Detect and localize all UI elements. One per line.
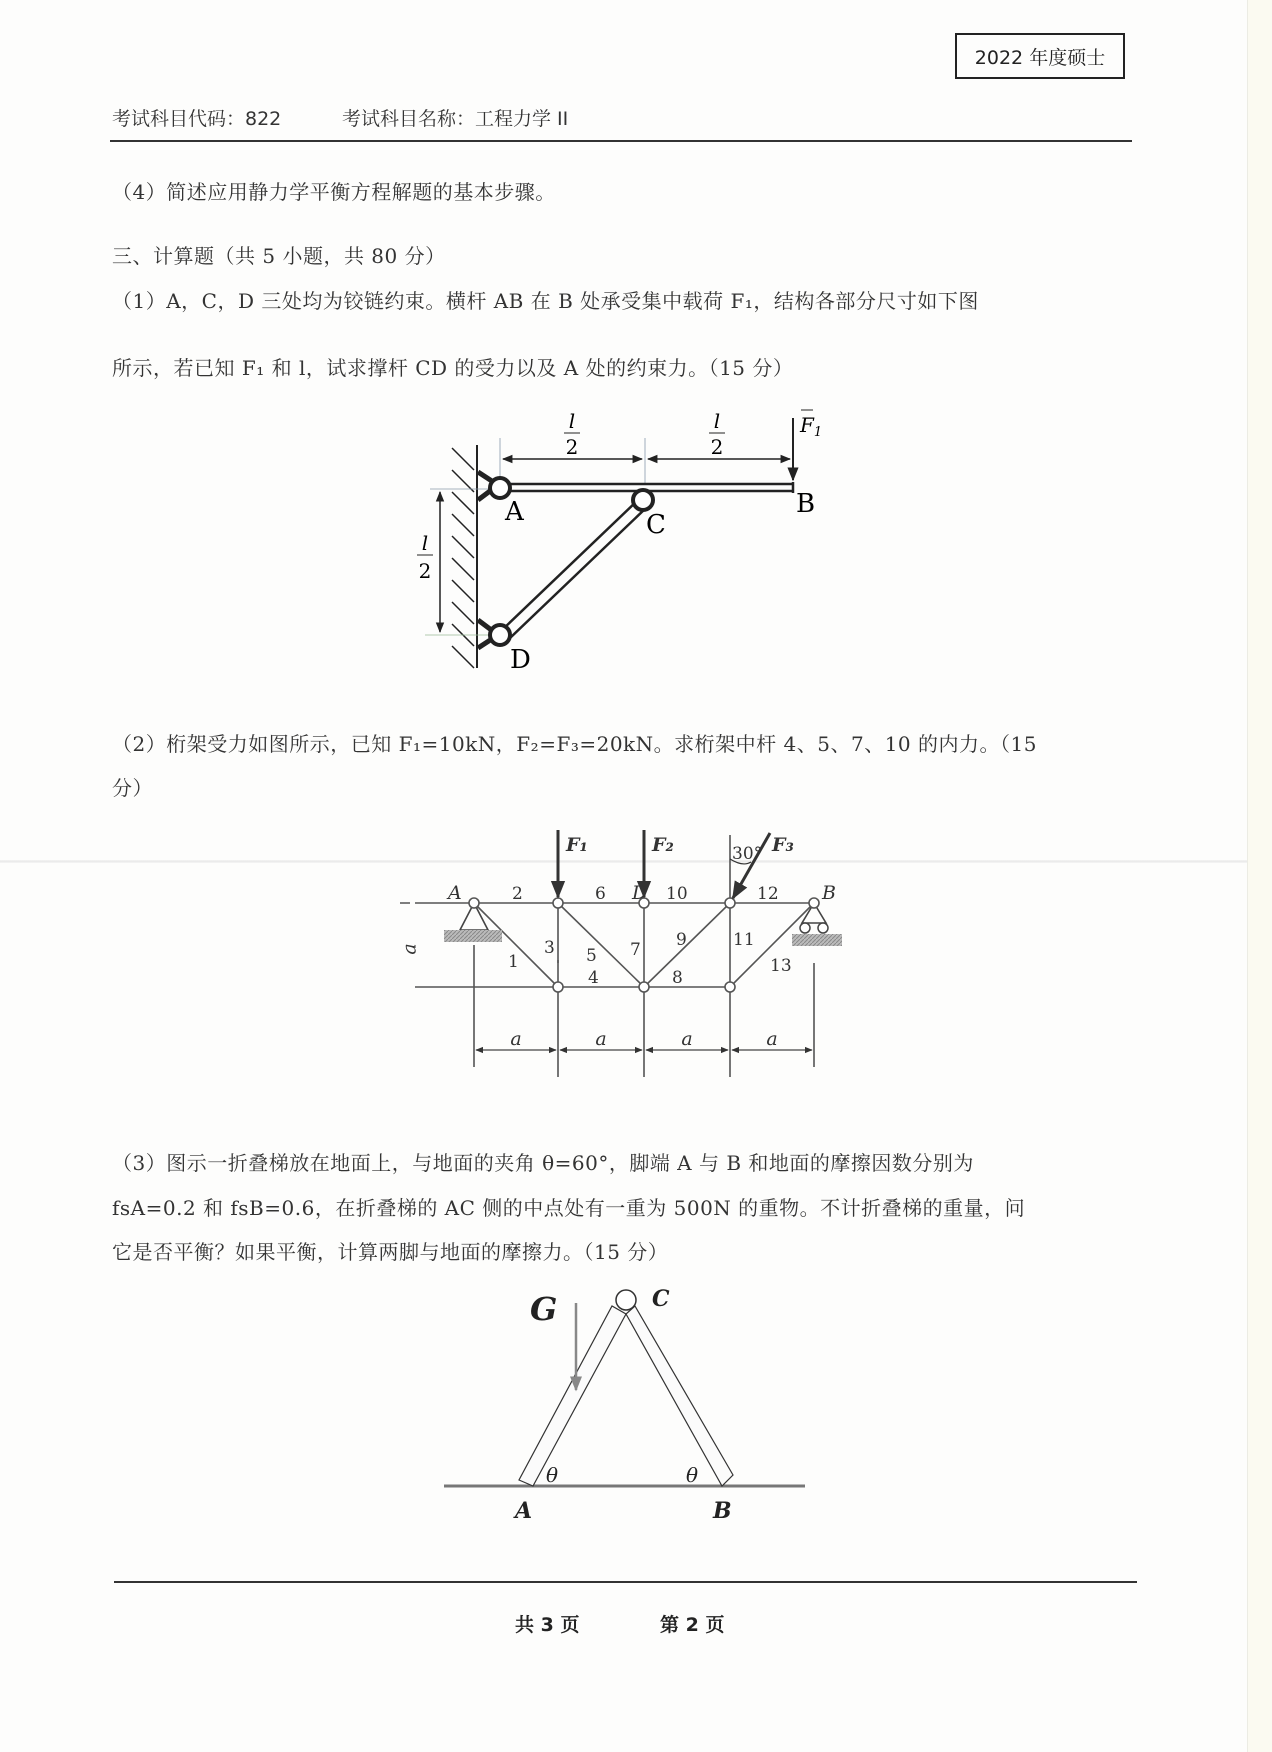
figure-3-ladder [430, 1270, 820, 1530]
dim-left-num: l [421, 531, 429, 555]
label-C: C [646, 510, 666, 540]
q1-line2: 所示，若已知 F₁ 和 l，试求撑杆 CD 的受力以及 A 处的约束力。（15 分） [112, 356, 794, 380]
member-11: 11 [733, 930, 755, 950]
truss-height-label: a [398, 943, 421, 955]
member-10: 10 [666, 884, 688, 904]
header-rule [110, 140, 1132, 142]
member-12: 12 [757, 884, 779, 904]
dim-top-right-num: l [713, 409, 721, 433]
year-badge [955, 33, 1125, 79]
member-8: 8 [672, 968, 683, 988]
truss-node-B: B [822, 882, 836, 904]
truss-f1-label: F₁ [566, 834, 588, 856]
dim-top-left-num: l [568, 409, 576, 433]
label-A: A [505, 497, 524, 527]
subject-code: 考试科目代码：822 [112, 108, 282, 130]
truss-f3-label: F₃ [772, 834, 794, 856]
figure-2-truss [400, 815, 860, 1080]
member-6: 6 [595, 884, 606, 904]
member-4: 4 [588, 968, 599, 988]
dim-top-right-den: 2 [710, 435, 724, 459]
subject-name: 考试科目名称：工程力学 II [342, 108, 569, 130]
current-page: 第 2 页 [660, 1614, 725, 1636]
angle-theta-A: θ [546, 1463, 559, 1487]
member-9: 9 [676, 930, 687, 950]
dim-a-3: a [681, 1028, 693, 1050]
member-2: 2 [512, 884, 523, 904]
q2-line1: （2）桁架受力如图所示，已知 F₁=10kN，F₂=F₃=20kN。求桁架中杆 4、5、7、10 的内力。（15 [112, 732, 1037, 756]
force-f1-label: $F_1$ [800, 413, 823, 440]
ladder-A-label: A [515, 1498, 533, 1524]
q3-line1: （3）图示一折叠梯放在地面上，与地面的夹角 θ=60°，脚端 A 与 B 和地面的摩擦因数分别为 [112, 1151, 974, 1175]
figure-1-bracket [400, 390, 860, 685]
angle-theta-B: θ [686, 1463, 699, 1487]
dim-a-1: a [510, 1028, 522, 1050]
ladder-B-label: B [713, 1498, 732, 1524]
dim-top-left-den: 2 [565, 435, 579, 459]
member-5: 5 [586, 946, 597, 966]
section-title: 三、计算题（共 5 小题，共 80 分） [112, 244, 446, 268]
truss-angle-label: 30° [732, 844, 763, 864]
label-B: B [796, 489, 816, 519]
dim-left-den: 2 [418, 559, 432, 583]
member-3: 3 [544, 938, 555, 958]
member-1: 1 [508, 952, 519, 972]
truss-node-D: D [632, 882, 648, 904]
member-13: 13 [770, 956, 792, 976]
truss-f2-label: F₂ [652, 834, 674, 856]
q1-line1: （1）A，C，D 三处均为铰链约束。横杆 AB 在 B 处承受集中载荷 F₁，结构各部分尺寸如下图 [112, 289, 979, 313]
truss-node-A: A [448, 882, 462, 904]
question-4-text: （4）简述应用静力学平衡方程解题的基本步骤。 [112, 180, 556, 204]
scan-edge [1247, 0, 1272, 1752]
total-pages: 共 3 页 [515, 1614, 580, 1636]
weight-G-label: G [530, 1290, 558, 1328]
year-badge-text: 2022 年度硕士 [974, 46, 1106, 69]
label-D: D [510, 645, 531, 675]
q3-line2: fsA=0.2 和 fsB=0.6，在折叠梯的 AC 侧的中点处有一重为 500N 的重物。不计折叠梯的重量，问 [112, 1196, 1026, 1220]
ladder-C-label: C [652, 1286, 670, 1312]
footer-rule [114, 1581, 1137, 1583]
q2-line2: 分） [112, 776, 153, 800]
dim-a-2: a [595, 1028, 607, 1050]
q3-line3: 它是否平衡？如果平衡，计算两脚与地面的摩擦力。（15 分） [112, 1240, 669, 1264]
dim-a-4: a [766, 1028, 778, 1050]
member-7: 7 [630, 940, 641, 960]
